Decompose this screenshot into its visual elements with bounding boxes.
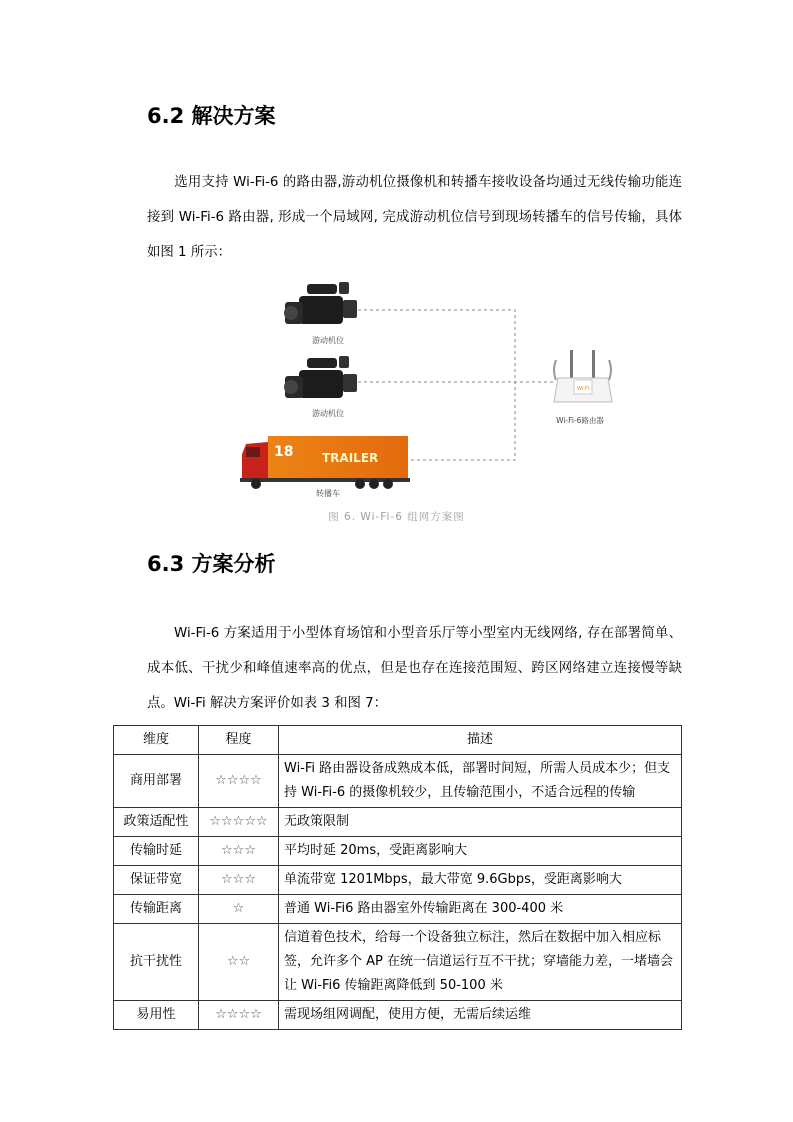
row-dimension: 抗干扰性 (114, 924, 199, 1001)
row-rating: ☆ (199, 895, 279, 924)
row-rating: ☆☆☆ (199, 837, 279, 866)
table-row (114, 895, 682, 924)
truck-trailer-text: TRAILER (322, 451, 379, 465)
table-header-row (114, 726, 682, 755)
truck-label: 转播车 (316, 489, 340, 498)
row-dimension: 保证带宽 (114, 866, 199, 895)
router-brand-text: Wi-Fi (577, 386, 589, 392)
row-dimension: 传输时延 (114, 837, 199, 866)
row-description: 普通 Wi-Fi6 路由器室外传输距离在 300-400 米 (279, 895, 682, 924)
header-description: 描述 (279, 726, 682, 755)
solution-paragraph (147, 165, 682, 270)
analysis-paragraph-text: Wi-Fi-6 方案适用于小型体育场馆和小型音乐厅等小型室内无线网络, 存在部署简单、成本低、干扰少和峰值速率高的优点，但是也存在连接范围短、跨区网络建立连接慢等缺点。Wi-Fi 解决方案评价如表 3 和图 7： (147, 626, 682, 711)
table-row (114, 924, 682, 1001)
row-rating: ☆☆☆☆ (199, 1001, 279, 1030)
table-row (114, 808, 682, 837)
row-description: 无政策限制 (279, 808, 682, 837)
camera2-label: 游动机位 (312, 409, 344, 418)
row-rating: ☆☆☆☆☆ (199, 808, 279, 837)
row-dimension: 易用性 (114, 1001, 199, 1030)
broadcast-truck-icon (240, 436, 410, 489)
row-rating: ☆☆☆ (199, 866, 279, 895)
row-dimension: 商用部署 (114, 755, 199, 808)
camera1-label: 游动机位 (312, 336, 344, 345)
row-description: 信道着色技术，给每一个设备独立标注，然后在数据中加入相应标签，允许多个 AP 在统一信道运行互不干扰；穿墙能力差，一堵墙会让 Wi-Fi6 传输距离降低到 50-100 米 (279, 924, 682, 1001)
figure-caption: 图 6. Wi-Fi-6 组网方案图 (328, 511, 465, 523)
table-row (114, 866, 682, 895)
header-dimension: 维度 (114, 726, 199, 755)
header-rating: 程度 (199, 726, 279, 755)
analysis-paragraph (147, 616, 682, 721)
router-label: Wi-Fi-6路由器 (556, 416, 604, 425)
row-description: 需现场组网调配，使用方便，无需后续运维 (279, 1001, 682, 1030)
row-rating: ☆☆ (199, 924, 279, 1001)
solution-paragraph-text: 选用支持 Wi-Fi-6 的路由器,游动机位摄像机和转播车接收设备均通过无线传输功能连接到 Wi-Fi-6 路由器, 形成一个局域网, 完成游动机位信号到现场转播车的信号传输，具体如图 1 所示： (147, 175, 682, 260)
row-dimension: 传输距离 (114, 895, 199, 924)
row-description: Wi-Fi 路由器设备成熟成本低，部署时间短，所需人员成本少；但支持 Wi-Fi-6 的摄像机较少，且传输范围小，不适合远程的传输 (279, 755, 682, 808)
row-dimension: 政策适配性 (114, 808, 199, 837)
table-row (114, 755, 682, 808)
network-diagram (200, 270, 620, 540)
section-heading-6-2: 6.2 解决方案 (147, 104, 276, 128)
wifi-router-icon (554, 350, 612, 402)
section-heading-6-3: 6.3 方案分析 (147, 552, 276, 576)
row-description: 平均时延 20ms，受距离影响大 (279, 837, 682, 866)
table-row (114, 1001, 682, 1030)
camcorder-icon-1 (284, 282, 357, 324)
row-rating: ☆☆☆☆ (199, 755, 279, 808)
camcorder-icon-2 (284, 356, 357, 398)
row-description: 单流带宽 1201Mbps，最大带宽 9.6Gbps，受距离影响大 (279, 866, 682, 895)
evaluation-table (113, 725, 682, 1030)
table-row (114, 837, 682, 866)
truck-number-text: 18 (274, 444, 294, 460)
